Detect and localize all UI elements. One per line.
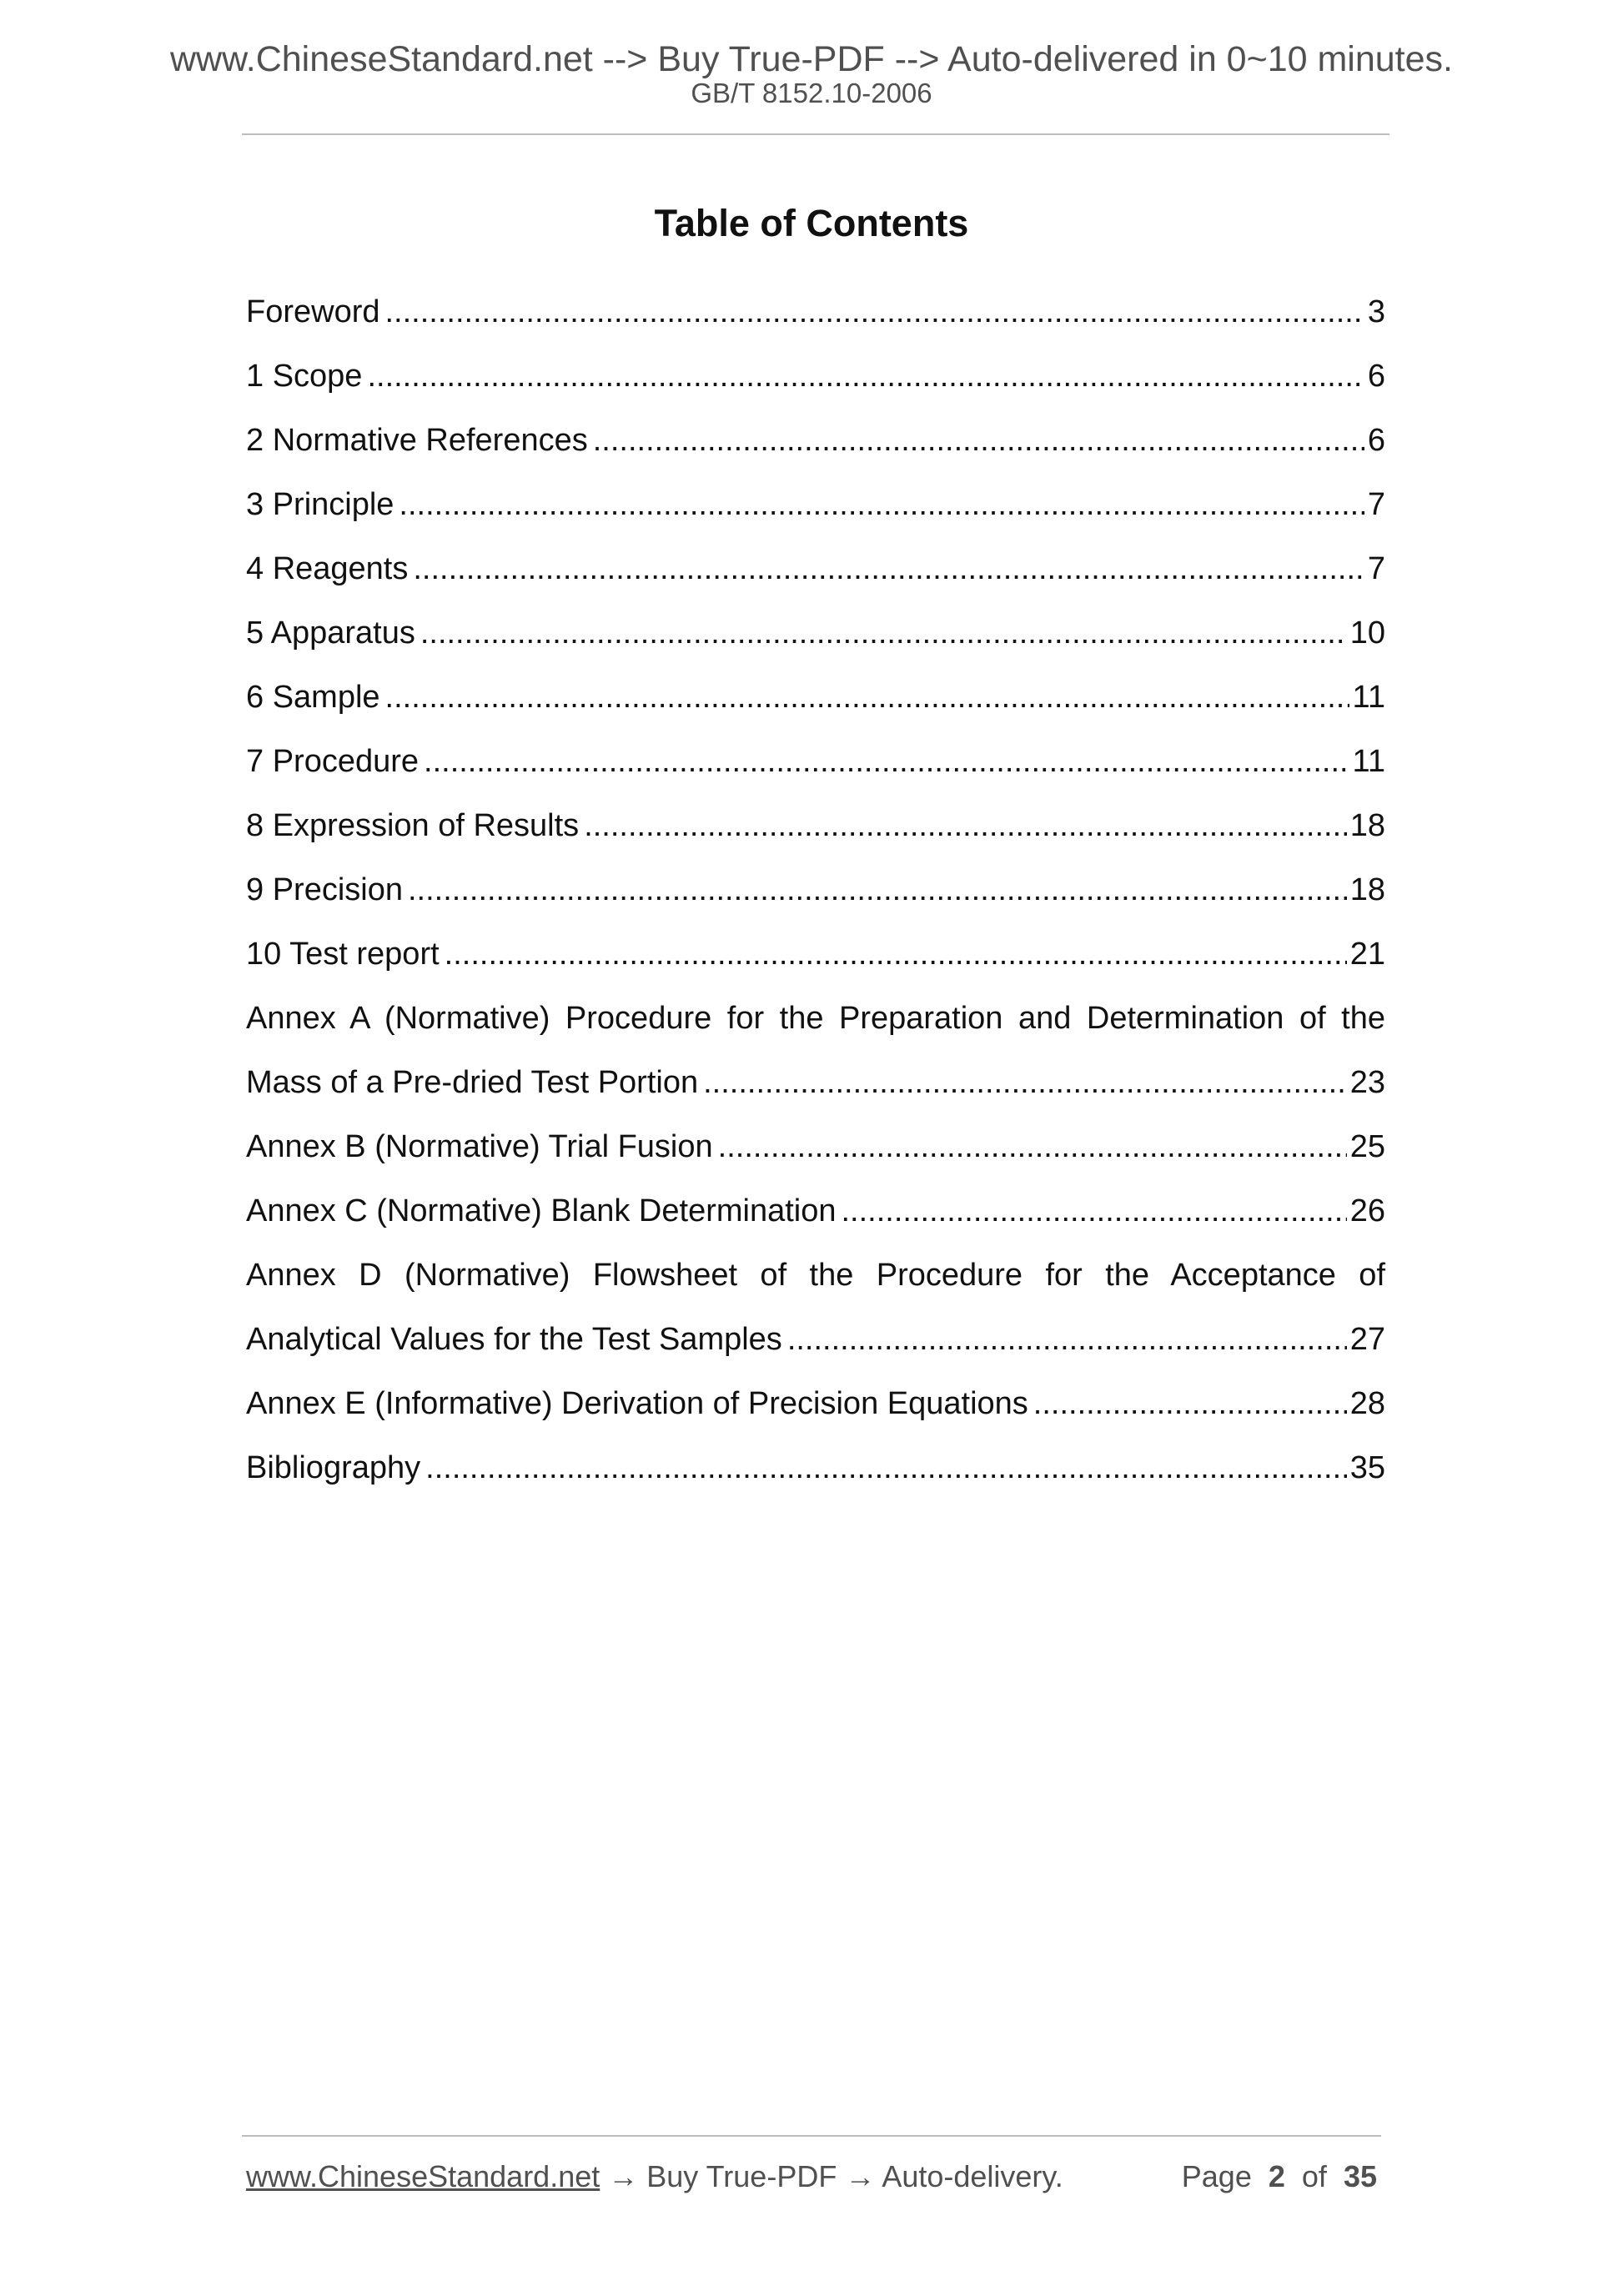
toc-entry-page: 11 [1352, 744, 1385, 779]
toc-entry-page: 26 [1349, 1193, 1385, 1228]
toc-entry-label: 1 Scope [246, 359, 363, 394]
toc-entry-annex-a-line1[interactable]: Annex A (Normative) Procedure for the Preparation and Determination of the [246, 1001, 1385, 1036]
toc-leader-dots [408, 858, 1347, 922]
toc-leader-dots [1033, 1372, 1347, 1436]
toc-entry-page: 3 [1367, 294, 1385, 329]
toc-entry-annex-a[interactable] [246, 1051, 1385, 1115]
footer-site-link[interactable]: www.ChineseStandard.net [246, 2159, 600, 2193]
toc-entry-annex-e[interactable] [246, 1372, 1385, 1436]
toc-entry-label: Bibliography [246, 1450, 421, 1485]
toc-entry-label: Annex E (Informative) Derivation of Precision Equations [246, 1386, 1028, 1421]
toc-entry-label: 3 Principle [246, 487, 394, 522]
toc-entry-page: 6 [1367, 423, 1385, 458]
header-divider [242, 133, 1389, 135]
toc-entry-page: 6 [1367, 359, 1385, 394]
toc-entry-label: 9 Precision [246, 872, 403, 907]
toc-leader-dots [718, 1115, 1347, 1179]
toc-entry-label: 6 Sample [246, 680, 380, 715]
footer-tail-text: → Buy True-PDF → Auto-delivery. [600, 2159, 1063, 2193]
toc-entry-test-report[interactable] [246, 922, 1385, 987]
toc-entry-page: 28 [1349, 1386, 1385, 1421]
toc-entry-label: Annex C (Normative) Blank Determination [246, 1193, 837, 1228]
toc-leader-dots [420, 601, 1347, 666]
page-word: Page [1181, 2159, 1252, 2193]
page-indicator [1181, 2159, 1377, 2193]
toc-entry-normative-references[interactable] [246, 409, 1385, 473]
toc-leader-dots [399, 473, 1364, 537]
toc-leader-dots [385, 666, 1349, 730]
toc-leader-dots [424, 730, 1349, 794]
toc-leader-dots [787, 1308, 1347, 1372]
toc-entry-apparatus[interactable] [246, 601, 1385, 666]
header-banner: www.ChineseStandard.net --> Buy True-PDF --> Auto-delivered in 0~10 minutes. [169, 39, 1453, 79]
toc-entry-annex-c[interactable] [246, 1179, 1385, 1243]
toc-entry-annex-d[interactable] [246, 1308, 1385, 1372]
toc-entry-page: 27 [1349, 1322, 1385, 1357]
toc-entry-page: 18 [1349, 872, 1385, 907]
footer-divider [242, 2135, 1381, 2137]
toc-entry-label: 7 Procedure [246, 744, 420, 779]
toc-leader-dots [445, 922, 1347, 987]
toc-entry-page: 10 [1349, 615, 1385, 651]
toc-entry-sample[interactable] [246, 666, 1385, 730]
toc-list [246, 280, 1385, 1500]
toc-entry-page: 25 [1349, 1129, 1385, 1164]
toc-leader-dots [367, 344, 1364, 409]
toc-entry-annex-d-line1[interactable]: Annex D (Normative) Flowsheet of the Procedure for the Acceptance of [246, 1258, 1385, 1293]
toc-entry-foreword[interactable] [246, 280, 1385, 344]
toc-entry-bibliography[interactable] [246, 1436, 1385, 1500]
toc-leader-dots [385, 280, 1364, 344]
toc-leader-dots [593, 409, 1364, 473]
toc-entry-label: 8 Expression of Results [246, 808, 580, 843]
toc-entry-label: 5 Apparatus [246, 615, 415, 651]
toc-title: Table of Contents [654, 202, 969, 244]
document-code: GB/T 8152.10-2006 [691, 78, 932, 108]
toc-entry-page: 21 [1349, 937, 1385, 972]
toc-leader-dots [413, 537, 1364, 601]
toc-entry-label: Annex B (Normative) Trial Fusion [246, 1129, 713, 1164]
toc-entry-label: 2 Normative References [246, 423, 588, 458]
toc-leader-dots [842, 1179, 1347, 1243]
page-footer [246, 2159, 1377, 2193]
toc-entry-page: 23 [1349, 1065, 1385, 1100]
toc-entry-principle[interactable] [246, 473, 1385, 537]
current-page-number: 2 [1268, 2159, 1285, 2193]
toc-entry-page: 11 [1352, 680, 1385, 715]
toc-entry-label: Mass of a Pre-dried Test Portion [246, 1065, 699, 1100]
toc-entry-expression-of-results[interactable] [246, 794, 1385, 858]
toc-entry-annex-b[interactable] [246, 1115, 1385, 1179]
toc-entry-reagents[interactable] [246, 537, 1385, 601]
toc-entry-label: 4 Reagents [246, 551, 409, 586]
toc-entry-scope[interactable] [246, 344, 1385, 409]
toc-leader-dots [425, 1436, 1347, 1500]
toc-entry-precision[interactable] [246, 858, 1385, 922]
toc-entry-label: 10 Test report [246, 937, 440, 972]
toc-entry-page: 35 [1349, 1450, 1385, 1485]
toc-entry-page: 18 [1349, 808, 1385, 843]
toc-entry-page: 7 [1367, 487, 1385, 522]
toc-leader-dots [703, 1051, 1347, 1115]
of-word: of [1301, 2159, 1327, 2193]
toc-entry-label: Foreword [246, 294, 380, 329]
toc-entry-label: Analytical Values for the Test Samples [246, 1322, 782, 1357]
toc-entry-page: 7 [1367, 551, 1385, 586]
toc-leader-dots [584, 794, 1347, 858]
total-pages-number: 35 [1343, 2159, 1377, 2193]
toc-entry-procedure[interactable] [246, 730, 1385, 794]
